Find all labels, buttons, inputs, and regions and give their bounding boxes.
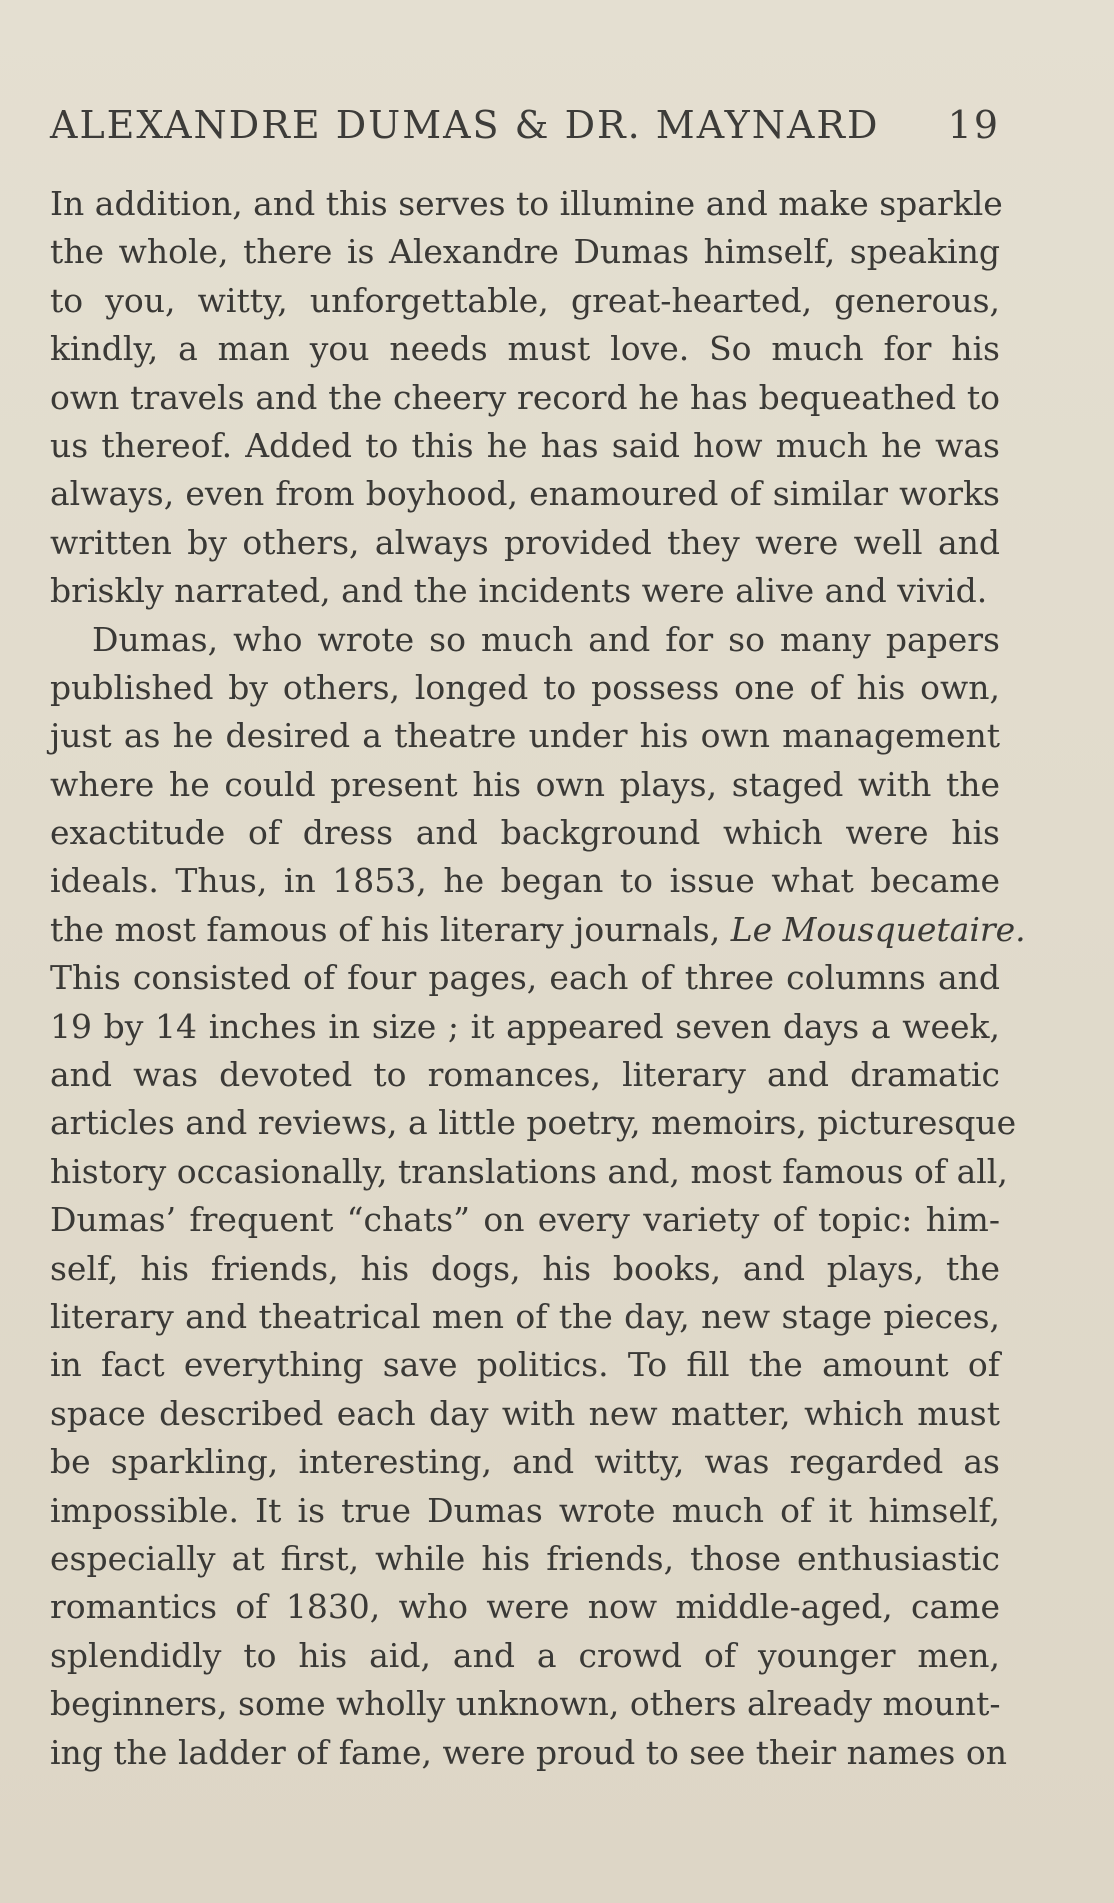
- text-line: This consisted of four pages, each of three columns and: [50, 958, 1000, 998]
- text-line: 19 by 14 inches in size ; it appeared seven days a week,: [50, 1006, 1000, 1046]
- text-line: just as he desired a theatre under his own management: [50, 716, 1000, 756]
- text-line-start: the most famous of his literary journals,: [50, 909, 731, 949]
- text-line-with-title: [50, 906, 1026, 954]
- text-line: be sparkling, interesting, and witty, was regarded as: [50, 1442, 1000, 1482]
- text-line: history occasionally, translations and, most famous of all,: [50, 1151, 1008, 1191]
- text-line: kindly, a man you needs must love. So much for his: [50, 329, 1000, 369]
- running-head-title: ALEXANDRE DUMAS & DR. MAYNARD: [50, 103, 880, 147]
- text-line: space described each day with new matter, which must: [50, 1393, 1000, 1433]
- text-line: ing the ladder of fame, were proud to see their names on: [50, 1732, 1007, 1772]
- paragraph-end-line: briskly narrated, and the incidents were alive and vivid.: [50, 571, 988, 611]
- text-line: and was devoted to romances, literary and dramatic: [50, 1055, 1000, 1095]
- text-line: beginners, some wholly unknown, others already mount-: [50, 1684, 1001, 1724]
- text-line: us thereof. Added to this he has said how much he was: [50, 425, 1000, 465]
- text-line: own travels and the cheery record he has bequeathed to: [50, 377, 1000, 417]
- text-line: romantics of 1830, who were now middle-aged, came: [50, 1587, 1000, 1627]
- text-line: ideals. Thus, in 1853, he began to issue what became: [50, 861, 1000, 901]
- text-line: splendidly to his aid, and a crowd of younger men,: [50, 1635, 1000, 1675]
- text-line: published by others, longed to possess one of his own,: [50, 667, 1000, 707]
- text-line: written by others, always provided they were well and: [50, 522, 1000, 562]
- text-line: impossible. It is true Dumas wrote much of it himself,: [50, 1490, 1000, 1530]
- text-line: always, even from boyhood, enamoured of similar works: [50, 474, 1000, 514]
- body-text: [50, 180, 1026, 1777]
- text-line: articles and reviews, a little poetry, memoirs, picturesque: [50, 1103, 1017, 1143]
- text-line: in fact everything save politics. To fill the amount of: [50, 1345, 1000, 1385]
- text-line: to you, witty, unforgettable, great-hearted, generous,: [50, 280, 1000, 320]
- text-line: the whole, there is Alexandre Dumas himself, speaking: [50, 232, 1000, 272]
- text-line: especially at first, while his friends, those enthusiastic: [50, 1538, 1000, 1578]
- text-line: literary and theatrical men of the day, new stage pieces,: [50, 1296, 1000, 1336]
- text-line: exactitude of dress and background which were his: [50, 813, 1000, 853]
- text-line: where he could present his own plays, staged with the: [50, 764, 1000, 804]
- text-line: self, his friends, his dogs, his books, and plays, the: [50, 1248, 1000, 1288]
- page-number: 19: [947, 103, 1000, 147]
- journal-title: Le Mousquetaire.: [730, 909, 1026, 949]
- paragraph-start-line: Dumas, who wrote so much and for so many papers: [92, 619, 1000, 659]
- text-line: Dumas’ frequent “chats” on every variety of topic: him-: [50, 1200, 1000, 1240]
- running-head: [50, 100, 1000, 150]
- text-line: In addition, and this serves to illumine and make sparkle: [50, 184, 1003, 223]
